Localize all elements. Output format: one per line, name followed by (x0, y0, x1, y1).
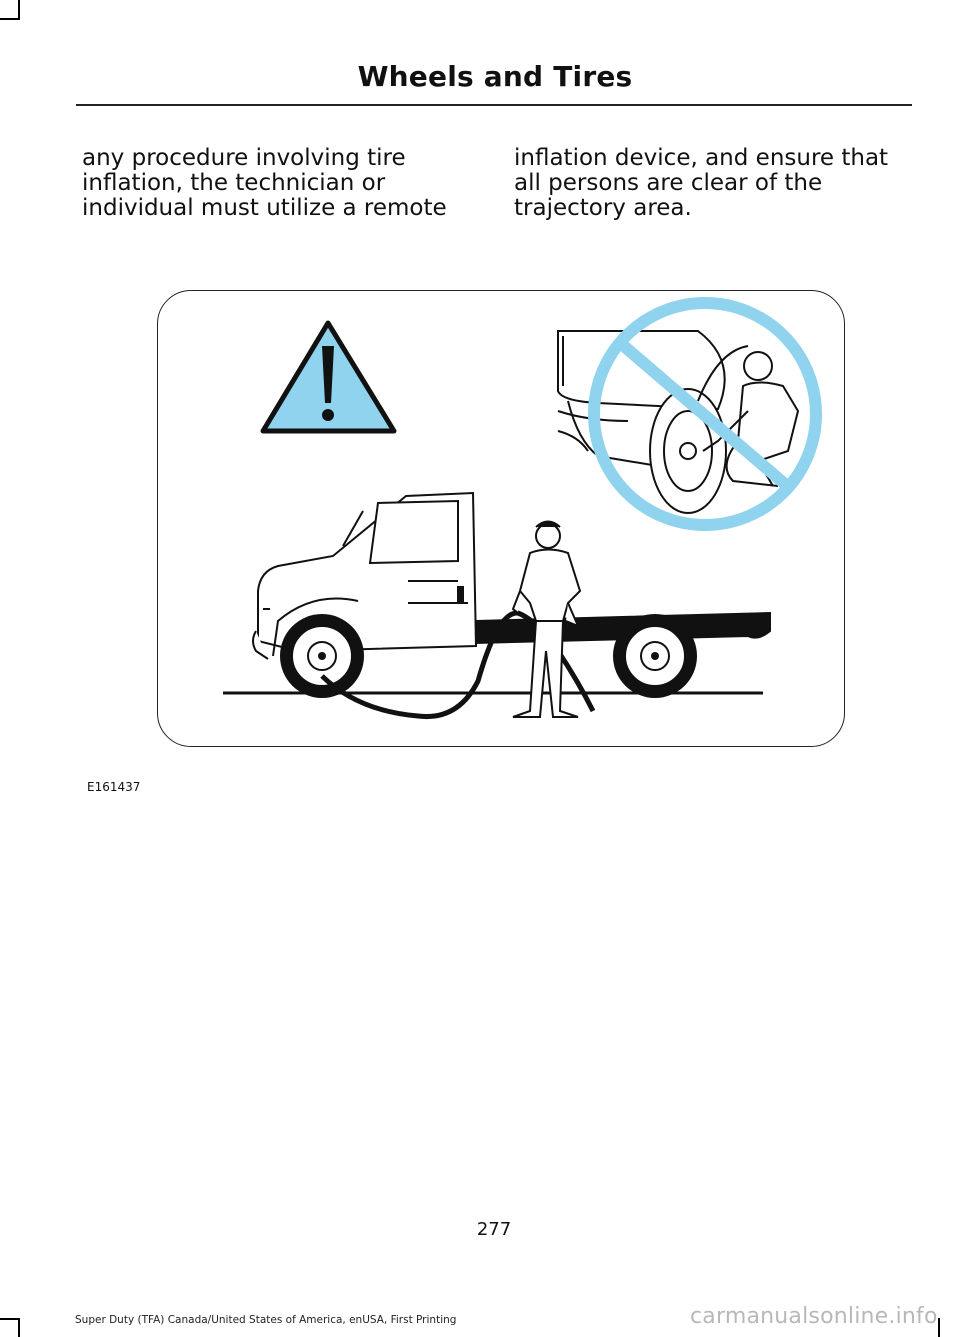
watermark[interactable]: carmanualsonline.info (690, 1304, 938, 1329)
warning-illustration (157, 290, 845, 747)
figure-id-label: E161437 (87, 780, 141, 794)
crop-mark (18, 0, 20, 20)
footer-text: Super Duty (TFA) Canada/United States of America, enUSA, First Printing (75, 1314, 457, 1326)
body-line: any procedure involving tire (82, 145, 406, 171)
body-line: all persons are clear of the (514, 170, 823, 196)
page-number: 277 (476, 1219, 512, 1240)
page-title: Wheels and Tires (357, 60, 633, 93)
body-column-right (514, 146, 904, 221)
crop-mark (938, 1318, 940, 1337)
body-line: trajectory area. (514, 195, 692, 221)
body-line: inflation, the technician or (82, 170, 386, 196)
crop-mark (0, 18, 18, 20)
illustration-canvas (158, 291, 845, 747)
body-line: inflation device, and ensure that (514, 145, 889, 171)
body-line: individual must utilize a remote (82, 195, 447, 221)
warning-triangle-icon (263, 323, 394, 431)
front-wheel (280, 614, 364, 698)
body-column-left (82, 146, 472, 221)
crop-mark (0, 1318, 18, 1320)
header-divider (76, 104, 912, 106)
crop-mark (18, 1318, 20, 1337)
rear-wheel (613, 614, 697, 698)
